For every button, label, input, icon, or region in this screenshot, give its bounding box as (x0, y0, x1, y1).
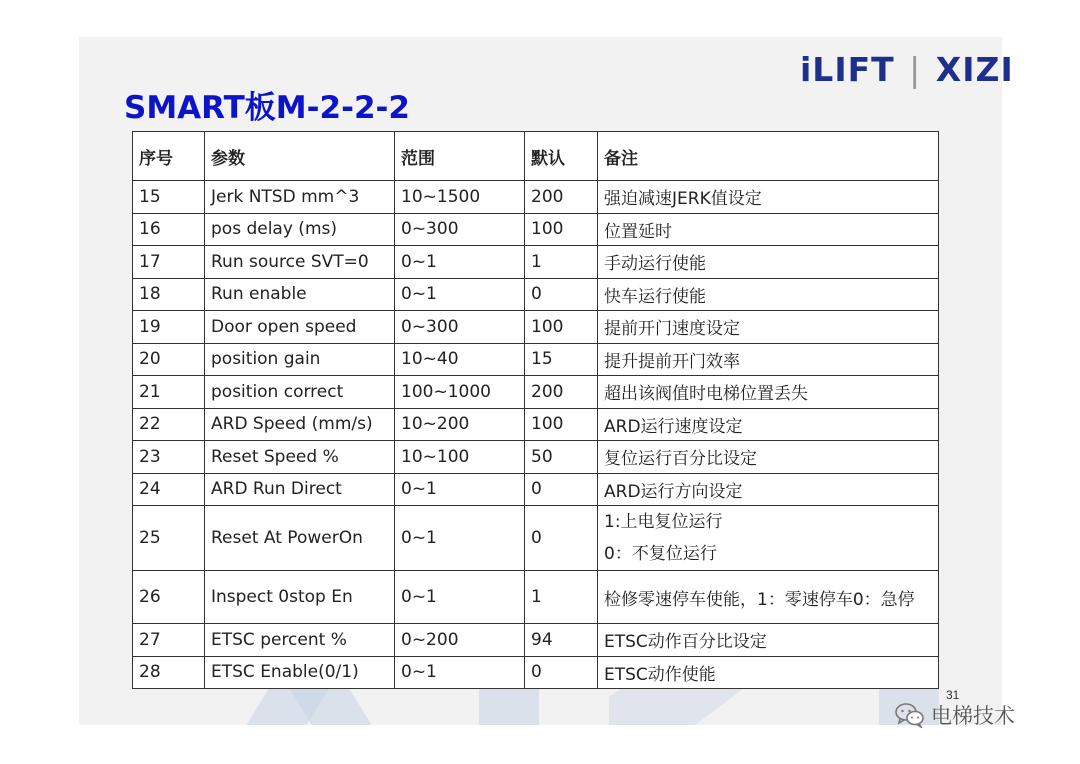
cell-range: 0~1 (395, 246, 525, 279)
table-row (133, 656, 939, 689)
cell-parameter: Reset At PowerOn (205, 506, 395, 571)
header-range: 范围 (395, 132, 525, 181)
table-row (133, 278, 939, 311)
cell-range: 10~100 (395, 441, 525, 474)
remark-line: 1:上电复位运行 (604, 512, 723, 532)
cell-default: 0 (525, 656, 598, 689)
header-parameter: 参数 (205, 132, 395, 181)
cell-parameter: Door open speed (205, 311, 395, 344)
logo-separator: | (909, 50, 922, 89)
cell-remark: 提前开门速度设定 (598, 311, 939, 344)
cell-remark: ARD运行方向设定 (598, 473, 939, 506)
cell-range: 0~300 (395, 311, 525, 344)
cell-default: 1 (525, 246, 598, 279)
table-row (133, 571, 939, 624)
cell-remark: ETSC动作使能 (598, 656, 939, 689)
cell-index: 21 (133, 376, 205, 409)
cell-parameter: position gain (205, 343, 395, 376)
cell-index: 20 (133, 343, 205, 376)
ilift-xizi-logo (800, 50, 1014, 89)
cell-remark: 提升提前开门效率 (598, 343, 939, 376)
table-row (133, 343, 939, 376)
table-row (133, 376, 939, 409)
cell-default: 100 (525, 213, 598, 246)
header-index: 序号 (133, 132, 205, 181)
cell-default: 50 (525, 441, 598, 474)
cell-default: 100 (525, 311, 598, 344)
cell-range: 0~300 (395, 213, 525, 246)
wechat-account-name: 电梯技术 (931, 704, 1015, 728)
cell-index: 19 (133, 311, 205, 344)
cell-index: 25 (133, 506, 205, 571)
cell-remark: 检修零速停车使能，1：零速停车0：急停 (598, 571, 939, 624)
cell-index: 17 (133, 246, 205, 279)
table-row (133, 506, 939, 571)
cell-range: 0~1 (395, 656, 525, 689)
cell-remark: ETSC动作百分比设定 (598, 624, 939, 657)
cell-index: 26 (133, 571, 205, 624)
table-row (133, 181, 939, 214)
table-row (133, 213, 939, 246)
cell-parameter: Reset Speed % (205, 441, 395, 474)
cell-index: 27 (133, 624, 205, 657)
page-number: 31 (946, 688, 960, 702)
cell-remark: 手动运行使能 (598, 246, 939, 279)
cell-default: 0 (525, 473, 598, 506)
cell-range: 10~40 (395, 343, 525, 376)
cell-index: 28 (133, 656, 205, 689)
cell-index: 16 (133, 213, 205, 246)
cell-default: 100 (525, 408, 598, 441)
cell-remark (598, 506, 939, 571)
header-remark: 备注 (598, 132, 939, 181)
table-row (133, 246, 939, 279)
table-row (133, 408, 939, 441)
cell-remark: 超出该阀值时电梯位置丢失 (598, 376, 939, 409)
cell-remark: 快车运行使能 (598, 278, 939, 311)
cell-index: 24 (133, 473, 205, 506)
cell-range: 10~1500 (395, 181, 525, 214)
logo-ilift: iLIFT (800, 50, 895, 89)
cell-range: 0~200 (395, 624, 525, 657)
cell-parameter: ARD Speed (mm/s) (205, 408, 395, 441)
cell-default: 0 (525, 506, 598, 571)
cell-default: 1 (525, 571, 598, 624)
cell-range: 0~1 (395, 571, 525, 624)
table-row (133, 441, 939, 474)
cell-default: 94 (525, 624, 598, 657)
cell-index: 15 (133, 181, 205, 214)
cell-default: 200 (525, 376, 598, 409)
cell-remark: 强迫减速JERK值设定 (598, 181, 939, 214)
cell-remark: 复位运行百分比设定 (598, 441, 939, 474)
cell-parameter: Run enable (205, 278, 395, 311)
cell-index: 18 (133, 278, 205, 311)
cell-parameter: Jerk NTSD mm^3 (205, 181, 395, 214)
cell-parameter: ETSC percent % (205, 624, 395, 657)
logo-xizi: XIZI (935, 50, 1014, 89)
table-header-row (133, 132, 939, 181)
wechat-icon (895, 702, 925, 728)
cell-range: 10~200 (395, 408, 525, 441)
cell-parameter: ARD Run Direct (205, 473, 395, 506)
cell-range: 0~1 (395, 473, 525, 506)
cell-index: 22 (133, 408, 205, 441)
cell-parameter: pos delay (ms) (205, 213, 395, 246)
cell-index: 23 (133, 441, 205, 474)
cell-default: 0 (525, 278, 598, 311)
page-title: SMART板M-2-2-2 (124, 90, 410, 126)
cell-range: 0~1 (395, 278, 525, 311)
cell-range: 100~1000 (395, 376, 525, 409)
cell-parameter: position correct (205, 376, 395, 409)
header-default: 默认 (525, 132, 598, 181)
cell-remark: ARD运行速度设定 (598, 408, 939, 441)
cell-remark: 位置延时 (598, 213, 939, 246)
table-row (133, 311, 939, 344)
cell-parameter: ETSC Enable(0/1) (205, 656, 395, 689)
table-row (133, 624, 939, 657)
remark-line: 0：不复位运行 (604, 544, 717, 564)
table-row (133, 473, 939, 506)
cell-parameter: Inspect 0stop En (205, 571, 395, 624)
wechat-watermark (895, 700, 1015, 730)
parameter-table (132, 131, 939, 689)
table-body (133, 181, 939, 689)
cell-default: 15 (525, 343, 598, 376)
cell-default: 200 (525, 181, 598, 214)
cell-range: 0~1 (395, 506, 525, 571)
cell-parameter: Run source SVT=0 (205, 246, 395, 279)
